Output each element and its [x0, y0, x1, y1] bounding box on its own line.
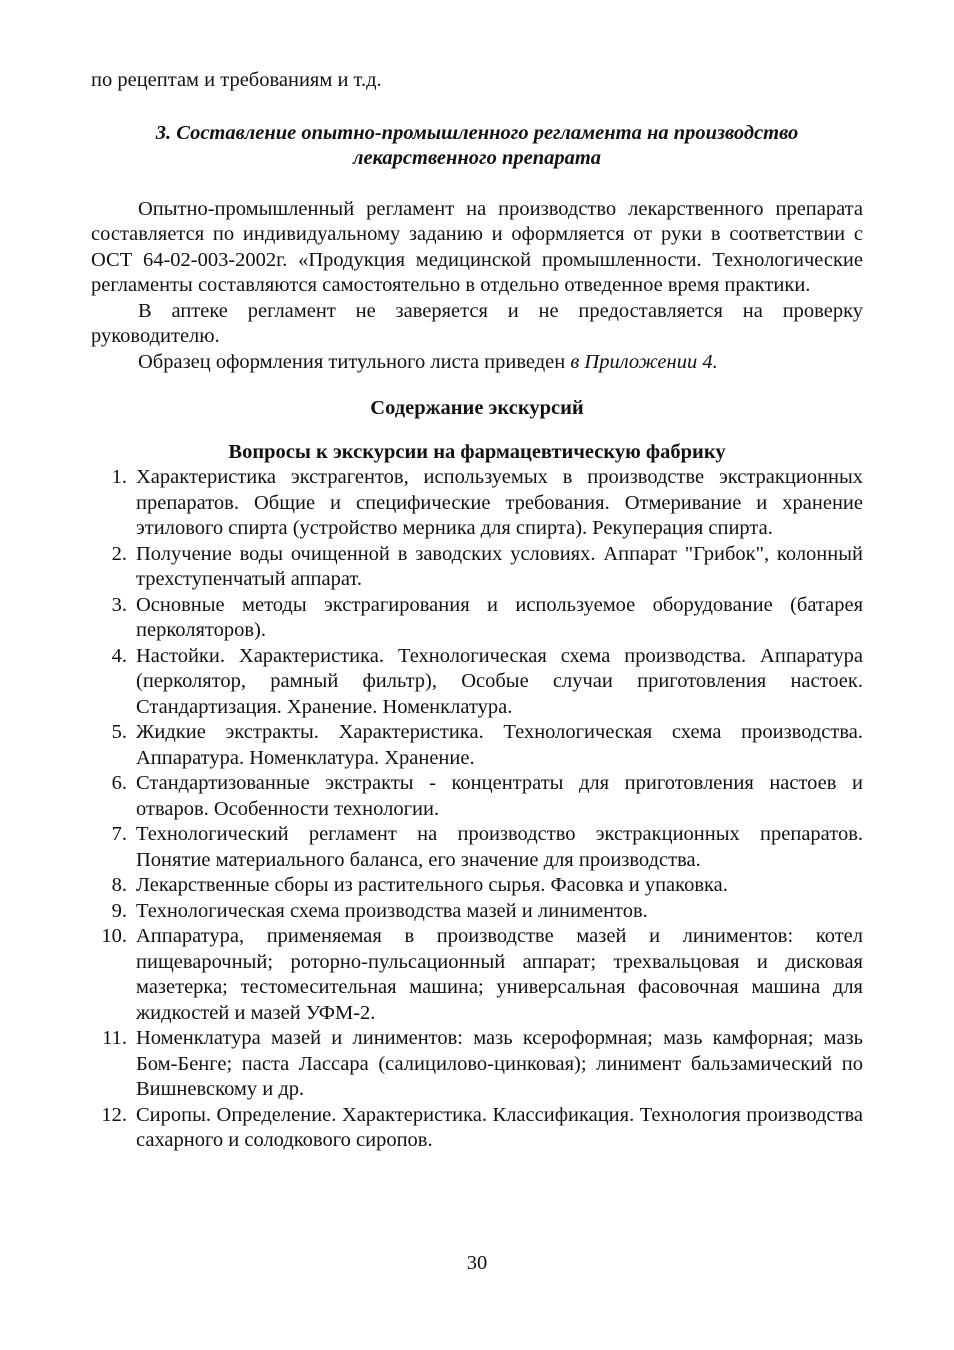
appendix-reference: в Приложении 4 — [570, 350, 713, 373]
question-number: 8. — [111, 874, 127, 896]
question-text: Лекарственные сборы из растительного сырья. Фасовка и упаковка. — [136, 874, 728, 896]
question-text: Основные методы экстрагирования и используемое оборудование (батарея перколяторов). — [136, 593, 863, 641]
question-item — [91, 593, 863, 644]
question-text: Номенклатура мазей и линиментов: мазь ксероформная; мазь камфорная; мазь Бом-Бенге; паста Лассара (салицилово-цинковая); линимент бальзамический по Вишневскому и др. — [136, 1027, 863, 1100]
question-item — [91, 720, 863, 771]
question-number: 2. — [111, 542, 127, 565]
paragraph-3-suffix: . — [712, 350, 718, 373]
question-number: 4. — [111, 644, 127, 667]
question-text: Сиропы. Определение. Характеристика. Классификация. Технология производства сахарного и солодкового сиропов. — [136, 1103, 863, 1151]
question-number: 7. — [111, 823, 127, 845]
question-number: 1. — [111, 466, 127, 488]
paragraph-3 — [91, 350, 863, 376]
question-text: Настойки. Характеристика. Технологическая схема производства. Аппаратура (перколятор, рамный фильтр), Особые случаи приготовления настоек. Стандартизация. Хранение. Номенклатура. — [136, 644, 863, 718]
question-item — [91, 822, 863, 873]
section-body — [91, 197, 863, 376]
top-line: по рецептам и требованиям и т.д. — [91, 69, 382, 91]
question-item — [91, 1103, 863, 1154]
question-text: Получение воды очищенной в заводских условиях. Аппарат "Грибок", колонный трехступенчатый аппарат. — [136, 542, 863, 590]
question-number: 12. — [101, 1103, 127, 1126]
question-text: Технологическая схема производства мазей и линиментов. — [136, 899, 648, 922]
question-item — [91, 465, 863, 542]
paragraph-1: Опытно-промышленный регламент на производство лекарственного препарата составляется по индивидуальному заданию и оформляется от руки в соответствии с ОСТ 64-02-003-2002г. «Продукция медицинской промышленности. Технологические регламенты составляются самостоятельно в отдельно отведенное время практики. — [91, 197, 863, 296]
question-item — [91, 873, 863, 899]
question-text: Характеристика экстрагентов, используемых в производстве экстракционных препаратов. Общие и специфические требования. Отмеривание и хранение этилового спирта (устройство мерника для спирта). Рекуперация спирта. — [136, 466, 863, 539]
question-text: Аппаратура, применяемая в производстве мазей и линиментов: котел пищеварочный; роторно-пульсационный аппарат; трехвальцовая и дисковая мазетерка; тестомесительная машина; универсальная фасовочная машина для жидкостей и мазей УФМ-2. — [136, 925, 863, 1024]
question-number: 11. — [102, 1027, 127, 1049]
question-number: 9. — [111, 899, 127, 922]
question-item — [91, 644, 863, 721]
question-text: Жидкие экстракты. Характеристика. Технологическая схема производства. Аппаратура. Номенклатура. Хранение. — [136, 721, 863, 769]
paragraph-2: В аптеке регламент не заверяется и не предоставляется на проверку руководителю. — [91, 299, 863, 347]
question-number: 3. — [111, 593, 127, 616]
questions-heading: Вопросы к экскурсии на фармацевтическую фабрику — [228, 440, 726, 463]
question-number: 6. — [111, 772, 127, 794]
question-item — [91, 542, 863, 593]
question-number: 5. — [111, 721, 127, 743]
paragraph-3-prefix: Образец оформления титульного листа приведен — [138, 350, 571, 373]
question-number: 10. — [101, 925, 127, 947]
question-item — [91, 924, 863, 1026]
question-text: Технологический регламент на производство экстракционных препаратов. Понятие материального баланса, его значение для производства. — [136, 823, 863, 871]
section-title: 3. Составление опытно-промышленного регламента на производство лекарственного препарата — [155, 121, 799, 169]
questions-list — [91, 465, 863, 1154]
question-item — [91, 899, 863, 925]
document-page — [91, 68, 863, 1154]
question-text: Стандартизованные экстракты - концентраты для приготовления настоев и отваров. Особенности технологии. — [136, 772, 863, 820]
question-item — [91, 771, 863, 822]
question-item — [91, 1026, 863, 1103]
excursions-heading: Содержание экскурсий — [370, 397, 584, 419]
page-number: 30 — [466, 1252, 488, 1274]
